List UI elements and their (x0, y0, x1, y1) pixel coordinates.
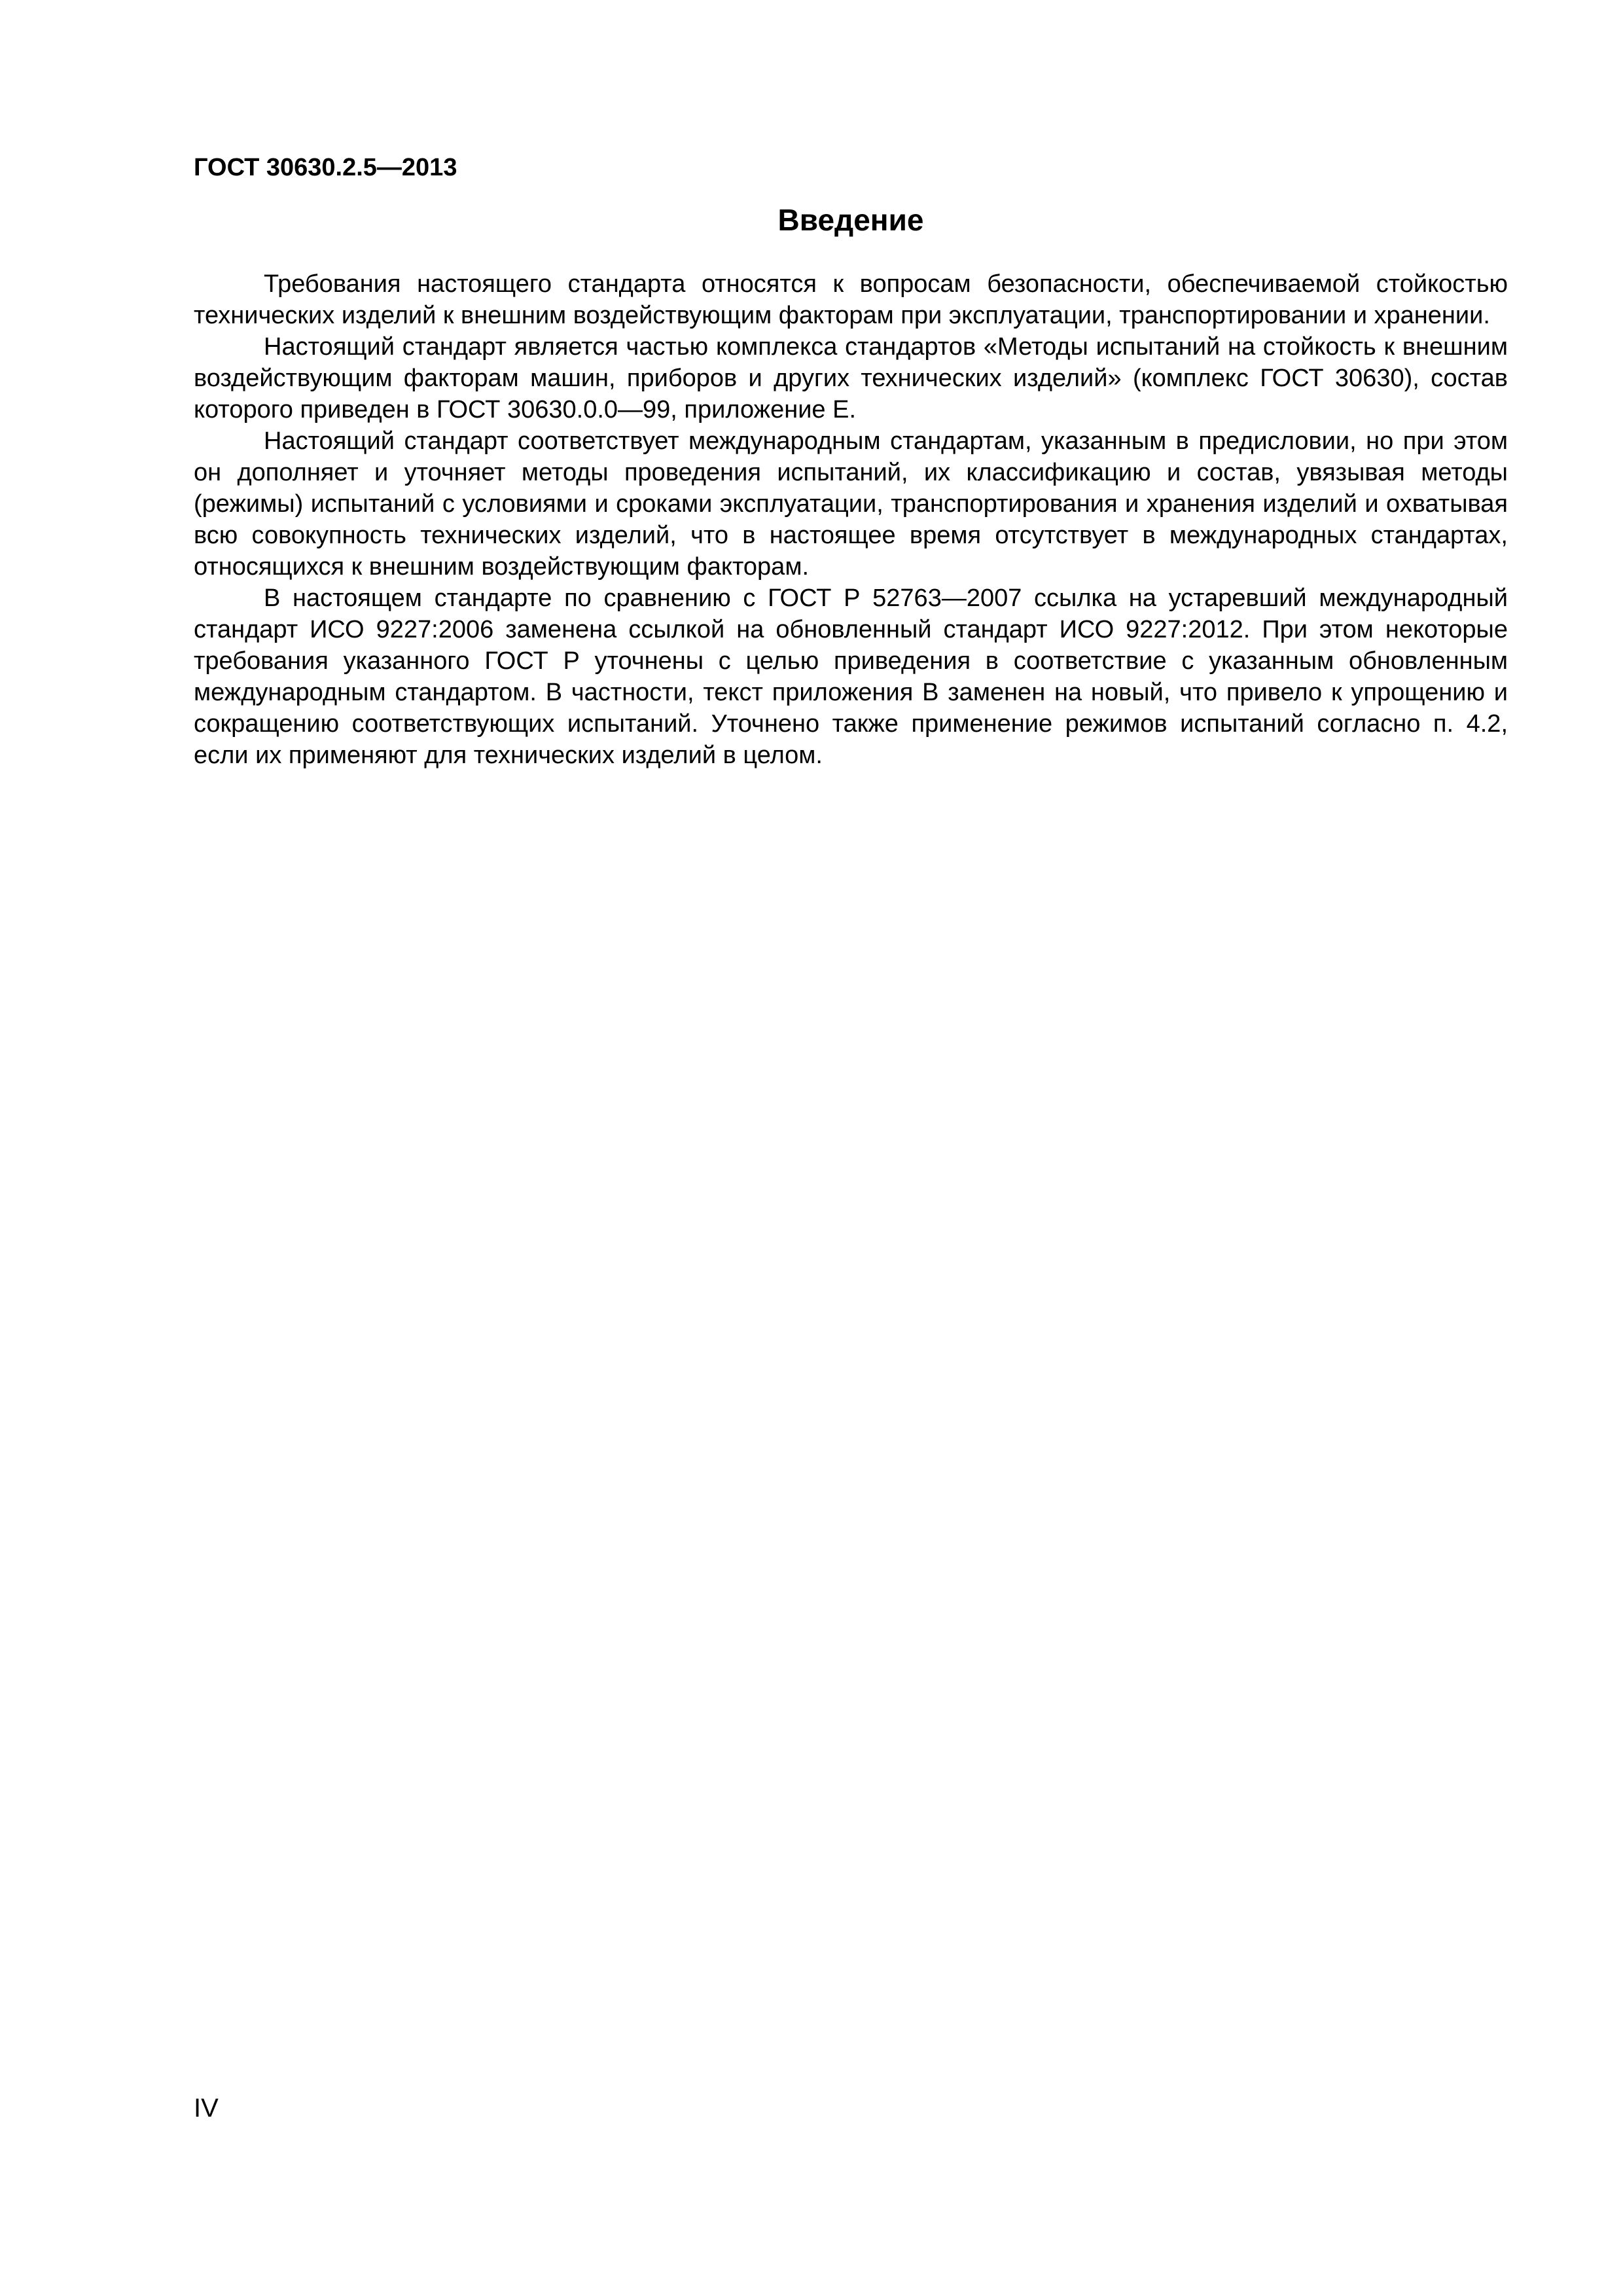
page-number: IV (194, 2094, 219, 2123)
introduction-body (194, 268, 1508, 771)
paragraph-3: Настоящий стандарт соответствует международным стандартам, указанным в предисловии, но при этом он дополняет и уточняет методы проведения испытаний, их классификацию и состав, увязывая методы (режимы) испытаний с условиями и сроками эксплуатации, транспортирования и хранения изделий и охватывая всю совокупность технических изделий, что в настоящее время отсутствует в международных стандартах, относящихся к внешним воздействующим факторам. (194, 427, 1508, 581)
paragraph-1: Требования настоящего стандарта относятся к вопросам безопасности, обеспечиваемой стойкостью технических изделий к внешним воздействующим факторам при эксплуатации, транспортировании и хранении. (194, 270, 1508, 329)
paragraph-2: Настоящий стандарт является частью комплекса стандартов «Методы испытаний на стойкость к внешним воздействующим факторам машин, приборов и других технических изделий» (комплекс ГОСТ 30630), состав которого приведен в ГОСТ 30630.0.0—99, приложение Е. (194, 333, 1508, 423)
document-code-header: ГОСТ 30630.2.5—2013 (194, 154, 457, 181)
section-title: Введение (777, 203, 924, 237)
paragraph-4: В настоящем стандарте по сравнению с ГОСТ Р 52763—2007 ссылка на устаревший международный стандарт ИСО 9227:2006 заменена ссылкой на обновленный стандарт ИСО 9227:2012. При этом некоторые требования указанного ГОСТ Р уточнены с целью приведения в соответствие с указанным обновленным международным стандартом. В частности, текст приложения В заменен на новый, что привело к упрощению и сокращению соответствующих испытаний. Уточнено также применение режимов испытаний согласно п. 4.2, если их применяют для технических изделий в целом. (194, 584, 1508, 769)
